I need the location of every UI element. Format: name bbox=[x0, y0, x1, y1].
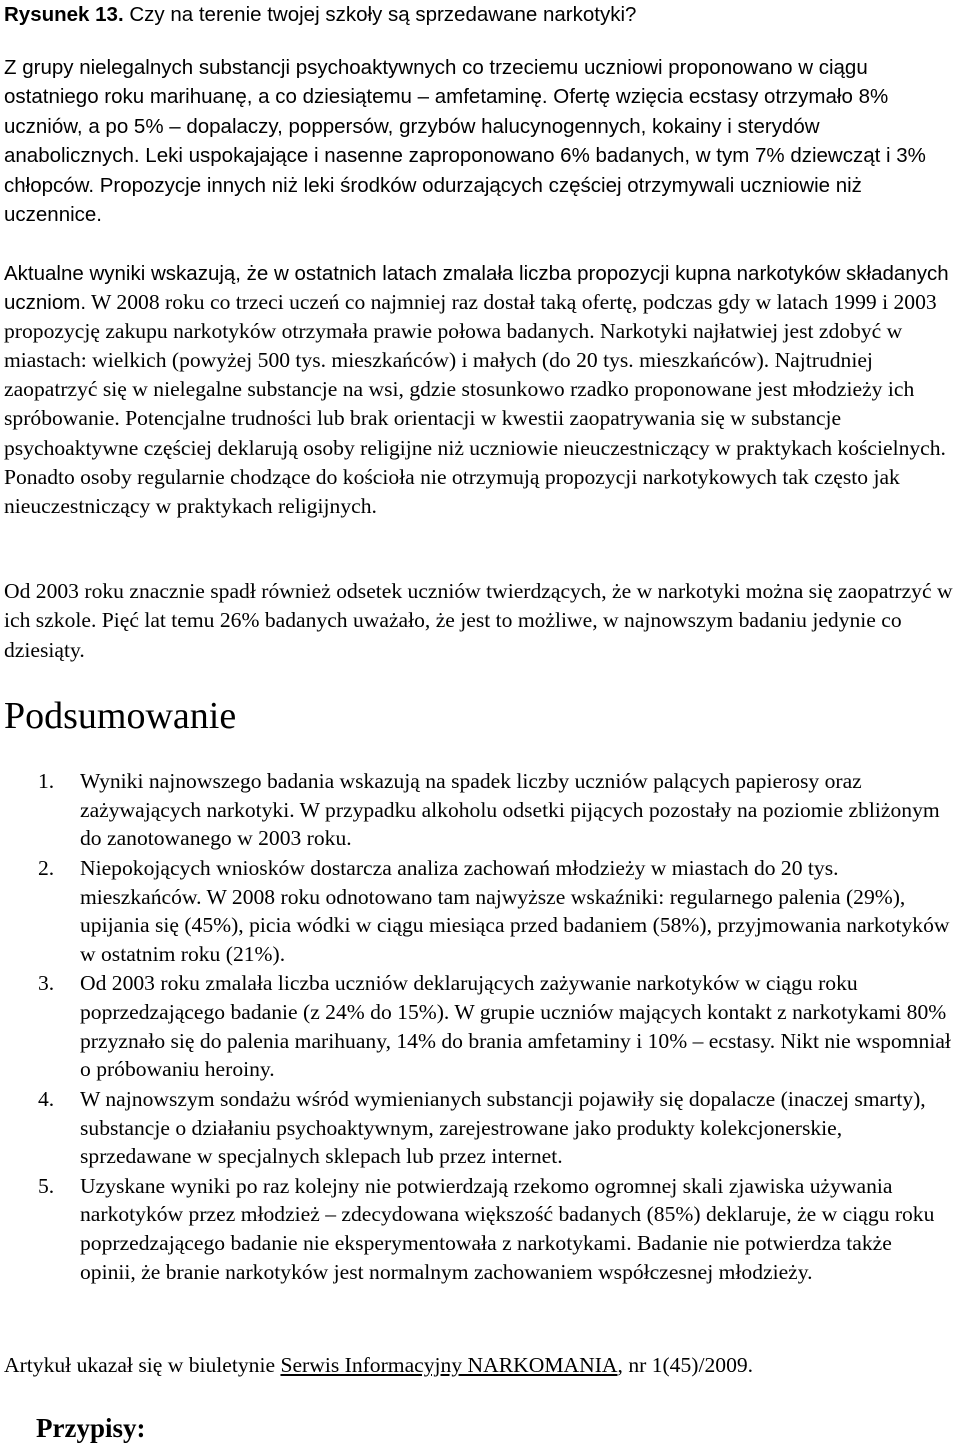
paragraph-substance-offers: Z grupy nielegalnych substancji psychoaktywnych co trzeciemu uczniowi proponowano w ciągu ostatniego roku marihuanę, a co dziesiątemu – amfetaminę. Ofertę wzięcia ecstasy otrzymało 8% uczniów, a po 5% – dopalaczy, poppersów, grzybów halucynogennych, kokainy i sterydów anabolicznych. Leki uspokajające i nasenne zaproponowano 6% badanych, w tym 7% dziewcząt i 3% chłopców. Propozycje innych niż leki środków odurzających częściej otrzymywali uczniowie niż uczennice. bbox=[4, 56, 926, 227]
summary-item-text: Uzyskane wyniki po raz kolejny nie potwierdzają rzekomo ogromnej skali zjawiska używania narkotyków przez młodzież – zdecydowana większość badanych (85%) deklaruje, że w ciągu roku poprzedzającego badanie nie eksperymentowała z narkotykami. Badanie nie potwierdza także opinii, że branie narkotyków jest normalnym zachowaniem współczesnej młodzieży. bbox=[80, 1173, 935, 1284]
source-note-suffix: , nr 1(45)/2009. bbox=[617, 1353, 754, 1377]
summary-list bbox=[0, 767, 960, 1287]
summary-heading: Podsumowanie bbox=[4, 695, 237, 737]
summary-list-item bbox=[0, 1172, 952, 1287]
summary-item-text: Niepokojących wniosków dostarcza analiza zachowań młodzieży w miastach do 20 tys. mieszkańców. W 2008 roku odnotowano tam najwyższe wskaźniki: regularnego palenia (29%), upijania się (45%), picia wódki w ciągu miesiąca przed badaniem (58%), przyjmowania narkotyków w ostatnim roku (21%). bbox=[80, 855, 950, 966]
footnotes-heading: Przypisy: bbox=[36, 1413, 146, 1443]
summary-list-item bbox=[0, 767, 952, 853]
figure-caption-text: Czy na terenie twojej szkoły są sprzedawane narkotyki? bbox=[123, 3, 637, 26]
summary-list-item bbox=[0, 1085, 952, 1171]
source-note-prefix: Artykuł ukazał się w biuletynie bbox=[4, 1353, 281, 1377]
summary-item-number: 5. bbox=[38, 1173, 55, 1198]
summary-item-number: 2. bbox=[38, 855, 55, 880]
figure-caption bbox=[4, 1, 954, 29]
summary-item-number: 4. bbox=[38, 1086, 55, 1111]
paragraph-offer-trends-rest: W 2008 roku co trzeci uczeń co najmniej raz dostał taką ofertę, podczas gdy w latach 1999 i 2003 propozycję zakupu narkotyków otrzymała prawie połowa badanych. Narkotyki najłatwiej jest zdobyć w miastach: wielkich (powyżej 500 tys. mieszkańców) i małych (do 20 tys. mieszkańców). Najtrudniej zaopatrzyć się w nielegalne substancje na wsi, gdzie stosunkowo rzadko proponowane jest młodzieży ich spróbowanie. Potencjalne trudności lub brak orientacji w kwestii zaopatrywania się w substancje psychoaktywne częściej deklarują osoby religijne niż uczniowie nieuczestniczący w praktykach kościelnych. Ponadto osoby regularnie chodzące do kościoła nie otrzymują propozycji narkotykowych tak często jak nieuczestniczący w praktykach religijnych. bbox=[4, 290, 946, 518]
paragraph-school-access: Od 2003 roku znacznie spadł również odsetek uczniów twierdzących, że w narkotyki można się zaopatrzyć w ich szkole. Pięć lat temu 26% badanych uważało, że jest to możliwe, w najnowszym badaniu jedynie co dziesiąty. bbox=[4, 579, 953, 662]
summary-item-text: W najnowszym sondażu wśród wymienianych substancji pojawiły się dopalacze (inaczej smarty), substancje o działaniu psychoaktywnym, zarejestrowane jako produkty kolekcjonerskie, sprzedawane w specjalnych sklepach lub przez internet. bbox=[80, 1086, 926, 1169]
paragraph-offer-trends-lead: Aktualne wyniki wskazują, że w ostatnich latach zmalała liczba propozycji kupna narkotyków składanych uczniom. bbox=[4, 262, 949, 315]
source-link[interactable]: Serwis Informacyjny NARKOMANIA bbox=[280, 1353, 618, 1377]
summary-item-text: Wyniki najnowszego badania wskazują na spadek liczby uczniów palących papierosy oraz zażywających narkotyki. W przypadku alkoholu odsetki pijących pozostały na poziomie zbliżonym do zanotowanego w 2003 roku. bbox=[80, 769, 940, 851]
summary-list-item bbox=[0, 854, 952, 969]
summary-item-number: 1. bbox=[38, 769, 55, 793]
summary-item-number: 3. bbox=[38, 971, 55, 996]
source-note bbox=[4, 1350, 956, 1380]
summary-item-text: Od 2003 roku zmalała liczba uczniów deklarujących zażywanie narkotyków w ciągu roku poprzedzającego badanie (z 24% do 15%). W grupie uczniów mających kontakt z narkotykami 80% przyznało się do palenia marihuany, 14% do brania amfetaminy i 10% – ecstasy. Nikt nie wspomniał o próbowaniu heroiny. bbox=[80, 971, 951, 1082]
summary-list-item bbox=[0, 969, 952, 1084]
paragraph-offer-trends bbox=[4, 259, 956, 521]
figure-caption-label: Rysunek 13. bbox=[4, 3, 124, 26]
